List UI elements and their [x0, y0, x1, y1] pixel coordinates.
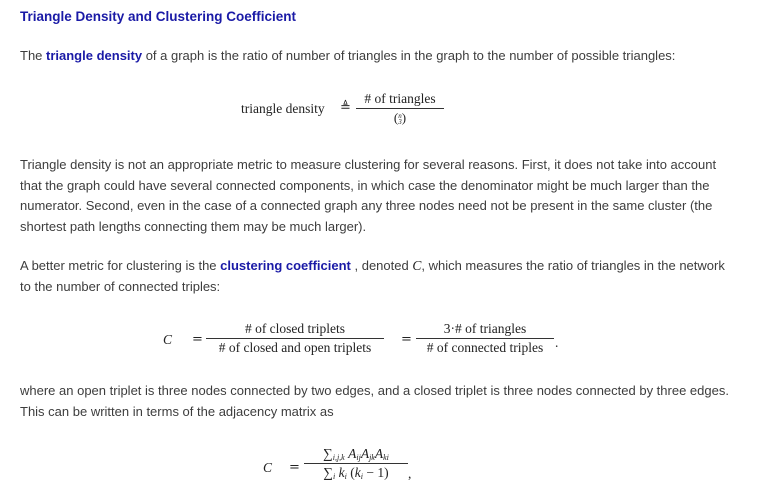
equals-sign: =: [401, 332, 412, 347]
sum-symbol: ∑: [323, 465, 334, 480]
eq-lhs: C: [263, 460, 273, 475]
binom-top: n: [398, 112, 402, 121]
line: where an open triplet is three nodes connected by two edges, and a closed triplet is three nodes connected by three edges.: [20, 383, 729, 398]
paragraph-limitations: [20, 155, 775, 238]
line: that the graph could have several connected components, in which case the denominator might be much larger than the: [20, 177, 710, 193]
term-triangle-density: triangle density: [46, 48, 143, 63]
sum-symbol: ∑: [323, 446, 333, 461]
paragraph-triplets: [20, 381, 775, 422]
sum-index: i: [333, 472, 336, 481]
text: , denoted: [350, 258, 413, 273]
line: numerator. Second, even in the case of a connected graph any three nodes need not be present in the same cluster (the: [20, 198, 713, 214]
numerator: # of closed triplets: [244, 321, 346, 336]
equals-sign: =: [289, 460, 300, 475]
period: .: [555, 335, 559, 350]
section-title: Triangle Density and Clustering Coefficient: [20, 9, 297, 24]
numerator: $\sum_{i,j,k}$ $A_{ij}A_{jk}A_{ki}$: [323, 446, 389, 462]
term-clustering-coefficient: clustering coefficient: [220, 258, 351, 273]
defeq-symbol: ≜: [340, 100, 351, 115]
paragraph-triangle-density: [20, 46, 775, 67]
eq-lhs: C: [163, 332, 173, 347]
numerator: 3·# of triangles: [443, 321, 527, 336]
binom-bottom: 3: [398, 118, 402, 127]
sum-index: i,j,k: [332, 453, 345, 462]
denominator: $\sum_i$ $k_i$ $(k_i - 1)$: [323, 465, 389, 481]
text: The: [20, 48, 47, 63]
paragraph-clustering-coefficient: [20, 256, 775, 297]
fraction-adjacency: [304, 446, 408, 481]
numerator: # of triangles: [364, 91, 436, 106]
symbol-c: C: [412, 258, 422, 273]
line: to the number of connected triples:: [20, 278, 221, 294]
eq-lhs: triangle density: [241, 101, 325, 116]
equals-sign: =: [192, 332, 203, 347]
denominator: # of connected triples: [426, 340, 544, 355]
line: This can be written in terms of the adjacency matrix as: [20, 403, 334, 419]
line: Triangle density is not an appropriate metric to measure clustering for several reasons. First, it does not take into account: [20, 157, 717, 172]
line: [20, 256, 775, 277]
text: A better metric for clustering is the: [20, 258, 221, 273]
text: of a graph is the ratio of number of triangles in the graph to the number of possible triangles:: [142, 48, 676, 63]
fraction-triangles-over-triples: [416, 321, 554, 356]
text: , which measures the ratio of triangles in the network: [421, 258, 725, 273]
binomial: (n 3): [393, 110, 407, 127]
comma: ,: [408, 466, 412, 481]
denominator: # of closed and open triplets: [218, 340, 372, 355]
fraction: [356, 91, 444, 126]
line: shortest path lengths connecting them may be much larger).: [20, 219, 367, 235]
fraction-closed-over-all: [206, 321, 384, 356]
